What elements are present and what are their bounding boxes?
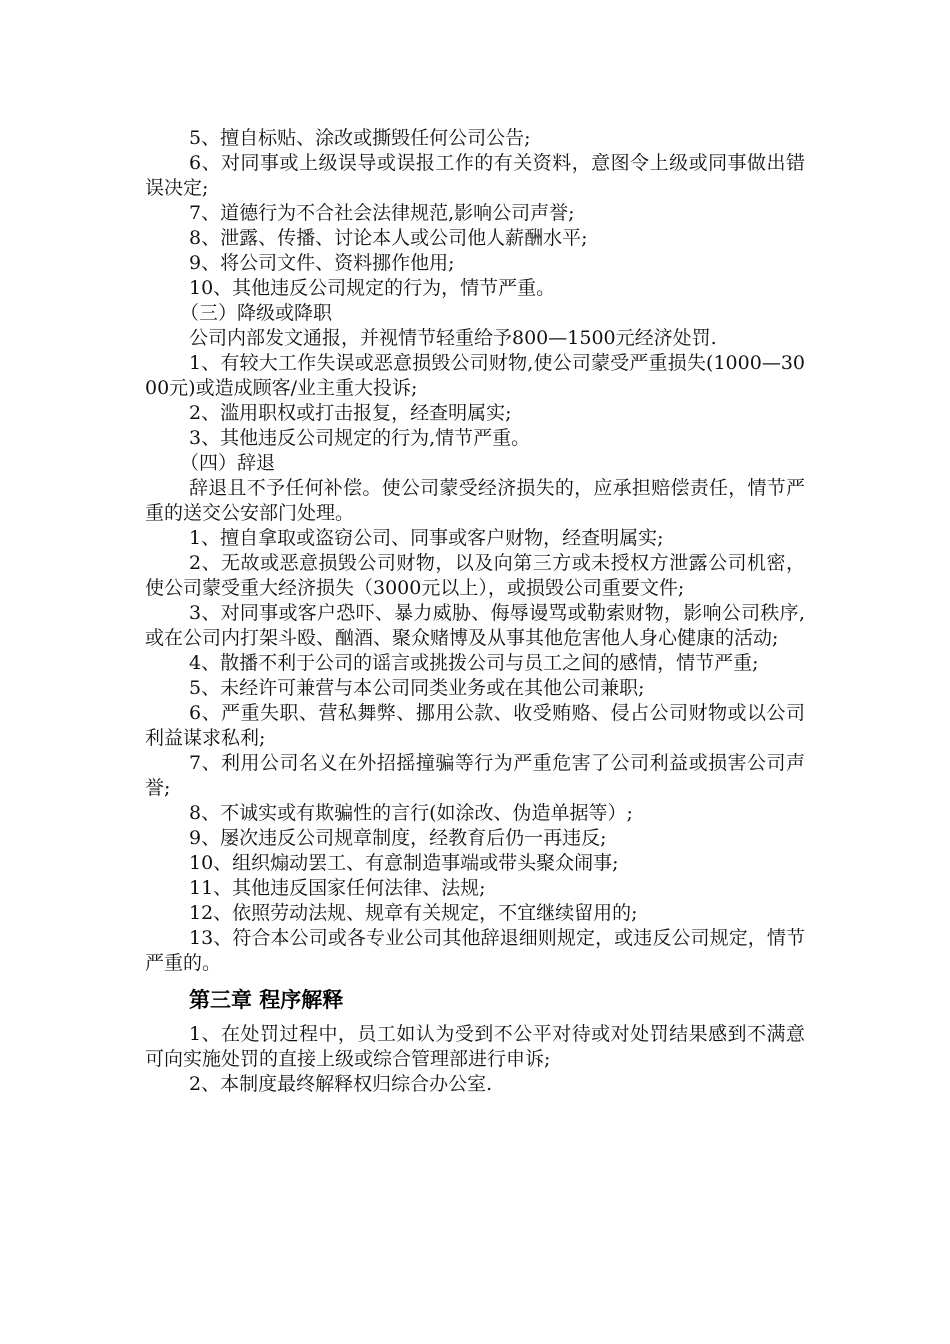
rule-item: 9、屡次违反公司规章制度，经教育后仍一再违反; [189,827,607,849]
rule-item: 5、擅自标贴、涂改或撕毁任何公司公告; [189,127,531,149]
rule-item: 2、本制度最终解释权归综合办公室. [189,1073,493,1095]
rule-item: 13、符合本公司或各专业公司其他辞退细则规定，或违反公司规定，情节严重的。 [145,927,805,974]
rule-item: 6、对同事或上级误导或误报工作的有关资料，意图令上级或同事做出错误决定; [145,152,805,199]
rule-item: 4、散播不利于公司的谣言或挑拨公司与员工之间的感情，情节严重; [189,652,759,674]
rule-item: 8、不诚实或有欺骗性的言行(如涂改、伪造单据等）; [189,802,633,824]
rule-item: 7、道德行为不合社会法律规范,影响公司声誉; [189,202,575,224]
rule-item: 1、有较大工作失误或恶意损毁公司财物,使公司蒙受严重损失(1000—3000元)或造成顾客/业主重大投诉; [145,352,805,399]
rule-item: 10、组织煽动罢工、有意制造事端或带头聚众闹事; [189,852,619,874]
rule-item: 11、其他违反国家任何法律、法规; [189,877,486,899]
rule-item: 5、未经许可兼营与本公司同类业务或在其他公司兼职; [189,677,645,699]
rule-item: 7、利用公司名义在外招摇撞骗等行为严重危害了公司利益或损害公司声誉; [145,752,805,799]
rule-item: 2、滥用职权或打击报复，经查明属实; [189,402,512,424]
chapter-title: 第三章 程序解释 [189,988,344,1012]
document-page [145,126,805,1097]
rule-item: 2、无故或恶意损毁公司财物，以及向第三方或未授权方泄露公司机密，使公司蒙受重大经济损失（3000元以上），或损毁公司重要文件; [145,552,805,599]
rule-item: 1、在处罚过程中，员工如认为受到不公平对待或对处罚结果感到不满意可向实施处罚的直接上级或综合管理部进行申诉; [145,1023,805,1070]
section-heading-dismissal: （四）辞退 [180,452,276,474]
section-lead-demotion: 公司内部发文通报，并视情节轻重给予800—1500元经济处罚. [189,327,717,349]
rule-item: 10、其他违反公司规定的行为，情节严重。 [189,277,556,299]
rule-item: 9、将公司文件、资料挪作他用; [189,252,455,274]
rule-item: 6、严重失职、营私舞弊、挪用公款、收受贿赂、侵占公司财物或以公司利益谋求私利; [145,702,805,749]
rule-item: 12、依照劳动法规、规章有关规定，不宜继续留用的; [189,902,638,924]
rule-item: 3、对同事或客户恐吓、暴力威胁、侮辱谩骂或勒索财物，影响公司秩序,或在公司内打架斗殴、酗酒、聚众赌博及从事其他危害他人身心健康的活动; [145,602,805,649]
rule-item: 1、擅自拿取或盗窃公司、同事或客户财物，经查明属实; [189,527,664,549]
section-heading-demotion: （三）降级或降职 [180,302,333,324]
section-lead-dismissal: 辞退且不予任何补偿。使公司蒙受经济损失的，应承担赔偿责任，情节严重的送交公安部门处理。 [145,477,805,524]
rule-item: 8、泄露、传播、讨论本人或公司他人薪酬水平; [189,227,588,249]
rule-item: 3、其他违反公司规定的行为,情节严重。 [189,427,531,449]
